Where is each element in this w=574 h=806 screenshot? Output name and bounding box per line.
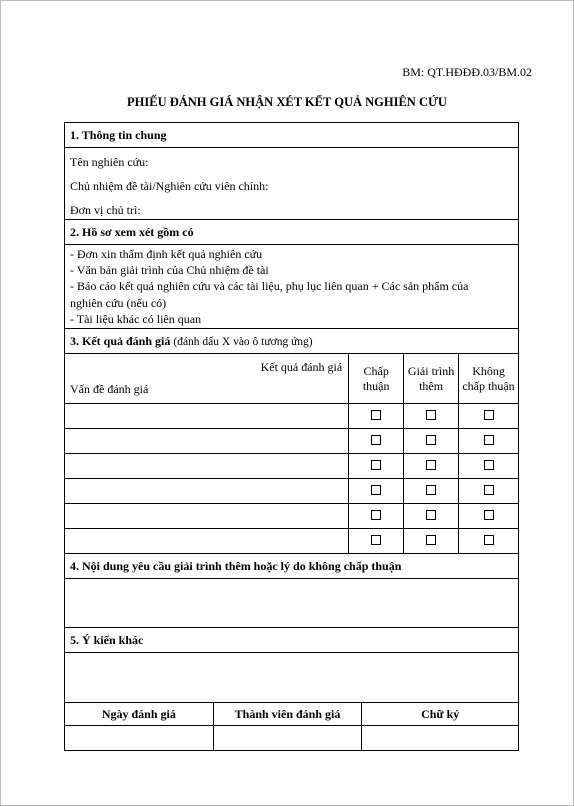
form-title: PHIẾU ĐÁNH GIÁ NHẬN XÉT KẾT QUẢ NGHIÊN CỨU [127,95,447,109]
dossier-item: - Văn bản giải trình của Chủ nhiệm đề tài [70,263,269,277]
section-explanation [64,553,519,628]
evaluation-row [65,404,519,429]
dossier-item: - Tài liệu khác có liên quan [70,312,202,326]
checkbox-reject[interactable] [484,535,494,545]
section-general-info [64,122,519,220]
checkbox-explain-more[interactable] [426,485,436,495]
checkbox-cell-explain-more [404,479,459,504]
evaluation-issue-cell[interactable] [65,429,349,454]
checkbox-cell-approve [349,504,404,529]
explanation-area[interactable] [65,579,518,627]
evaluation-row [65,479,519,504]
evaluation-row [65,454,519,479]
section-1-heading: 1. Thông tin chung [65,123,518,148]
checkbox-reject[interactable] [484,460,494,470]
checkbox-cell-explain-more [404,454,459,479]
section-4-heading: 4. Nội dung yêu cầu giải trình thêm hoặc lý do không chấp thuận [65,554,518,579]
field-host-unit: Đơn vị chủ trì: [70,203,141,217]
evaluation-issue-cell[interactable] [65,479,349,504]
evaluation-row [65,429,519,454]
evaluation-issue-cell[interactable] [65,454,349,479]
checkbox-cell-reject [459,479,519,504]
checkbox-cell-reject [459,529,519,554]
checkbox-explain-more[interactable] [426,510,436,520]
form-code: BM: QT.HĐĐĐ.03/BM.02 [402,65,532,79]
checkbox-approve[interactable] [371,410,381,420]
header-issue: Vấn đề đánh giá [70,382,149,396]
section-evaluation [64,328,519,353]
header-reject: Không chấp thuận [459,354,519,404]
evaluation-issue-cell[interactable] [65,504,349,529]
header-approve: Chấp thuận [349,354,404,404]
dossier-item: nghiên cứu (nếu có) [70,296,167,310]
dossier-item: - Đơn xin thẩm định kết quả nghiên cứu [70,247,263,261]
evaluation-table [64,353,519,554]
other-opinions-area[interactable] [65,653,518,702]
section-5-heading: 5. Ý kiến khác [65,628,518,653]
checkbox-cell-approve [349,454,404,479]
header-signature: Chữ ký [362,703,519,726]
field-principal-investigator: Chủ nhiệm đề tài/Nghiên cứu viên chính: [70,179,269,193]
dossier-item: - Báo cáo kết quả nghiên cứu và các tài liệu, phụ lục liên quan + Các sản phẩm của [70,279,469,293]
evaluation-row [65,504,519,529]
checkbox-reject[interactable] [484,435,494,445]
checkbox-reject[interactable] [484,410,494,420]
checkbox-explain-more[interactable] [426,460,436,470]
evaluation-issue-cell[interactable] [65,404,349,429]
checkbox-cell-approve [349,404,404,429]
section-3-hint: (đánh dấu X vào ô tương ứng) [173,335,313,348]
section-other-opinions [64,627,519,703]
header-criteria-result: Kết quả đánh giá [260,360,343,374]
field-research-name: Tên nghiên cứu: [70,155,149,169]
checkbox-cell-approve [349,529,404,554]
section-dossier [64,219,519,329]
diagonal-header-cell [65,354,349,404]
checkbox-explain-more[interactable] [426,535,436,545]
checkbox-cell-approve [349,479,404,504]
checkbox-reject[interactable] [484,510,494,520]
checkbox-approve[interactable] [371,435,381,445]
checkbox-cell-reject [459,504,519,529]
checkbox-approve[interactable] [371,535,381,545]
section-3-heading [65,329,518,354]
evaluator-cell[interactable] [213,726,362,751]
checkbox-cell-approve [349,429,404,454]
checkbox-cell-explain-more [404,529,459,554]
checkbox-cell-reject [459,404,519,429]
header-evaluation-date: Ngày đánh giá [65,703,214,726]
checkbox-cell-reject [459,429,519,454]
signature-table [64,702,519,751]
checkbox-approve[interactable] [371,510,381,520]
checkbox-reject[interactable] [484,485,494,495]
checkbox-cell-explain-more [404,429,459,454]
checkbox-explain-more[interactable] [426,435,436,445]
evaluation-issue-cell[interactable] [65,529,349,554]
signature-cell[interactable] [362,726,519,751]
checkbox-approve[interactable] [371,460,381,470]
checkbox-cell-reject [459,454,519,479]
checkbox-cell-explain-more [404,404,459,429]
section-3-title: 3. Kết quả đánh giá [70,334,171,348]
evaluation-date-cell[interactable] [65,726,214,751]
section-2-heading: 2. Hồ sơ xem xét gồm có [65,220,518,245]
checkbox-approve[interactable] [371,485,381,495]
header-evaluator: Thành viên đánh giá [213,703,362,726]
header-explain-more: Giải trình thêm [404,354,459,404]
checkbox-explain-more[interactable] [426,410,436,420]
checkbox-cell-explain-more [404,504,459,529]
evaluation-row [65,529,519,554]
